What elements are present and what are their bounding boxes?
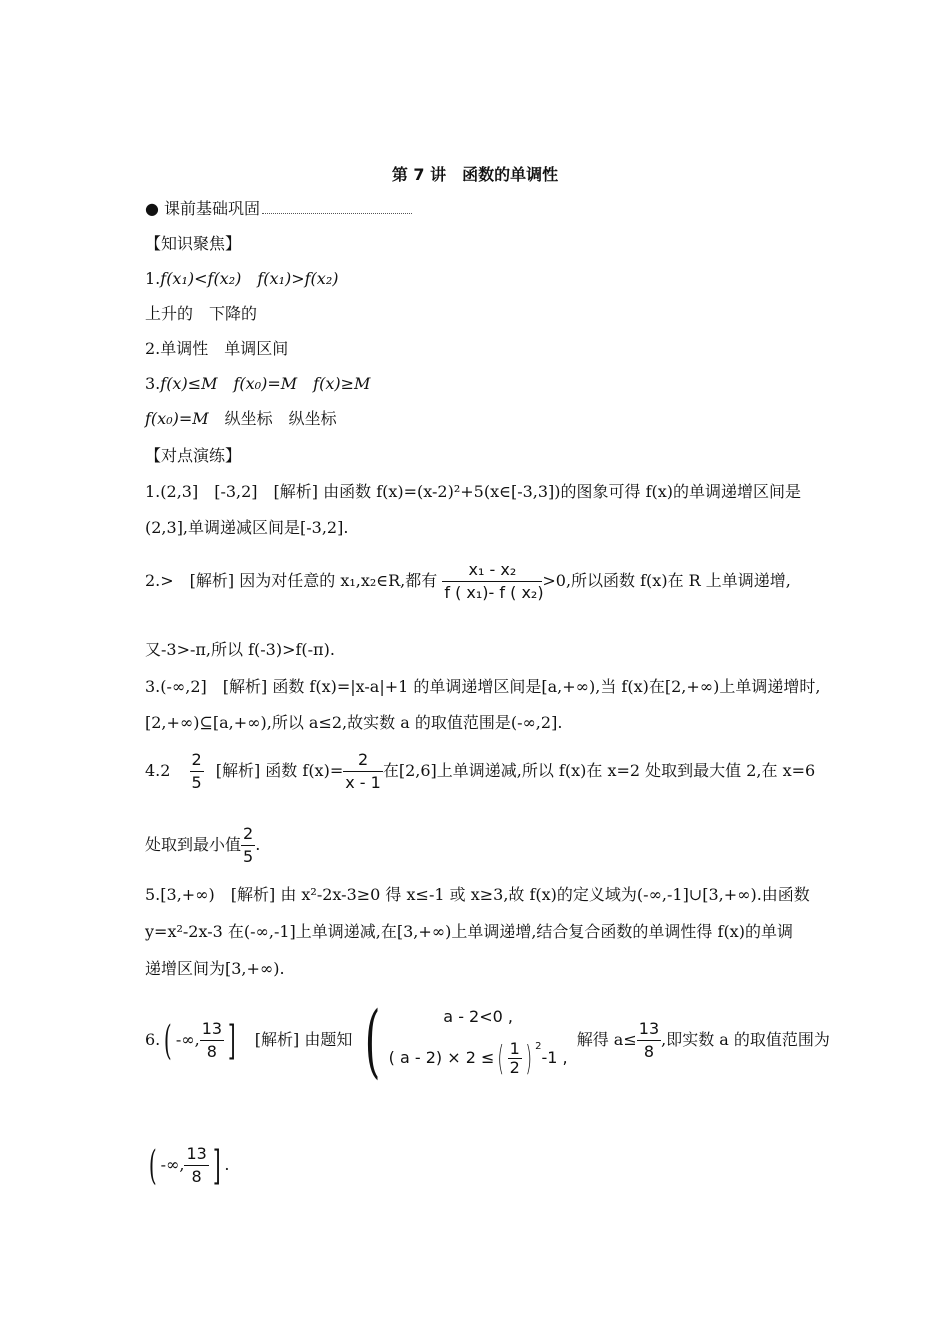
- answer-5-line-2: y=x²-2x-3 在(-∞,-1]上单调递减,在[3,+∞)上单调递增,结合复合函数的单调性得 f(x)的单调: [145, 922, 793, 941]
- numerator: x₁ - x₂: [442, 559, 542, 582]
- formula: f(x₀)=M: [145, 409, 209, 428]
- right-paren: ): [525, 1038, 532, 1079]
- text: 纵坐标 纵坐标: [224, 409, 337, 428]
- answer-1-line-1: 1.(2,3] [-3,2] [解析] 由函数 f(x)=(x-2)²+5(x∈[-3,3])的图象可得 f(x)的单调递增区间是: [145, 482, 802, 501]
- denominator: f ( x₁)- f ( x₂): [444, 583, 544, 602]
- text: .: [255, 835, 261, 854]
- knowledge-line-1: [145, 269, 338, 289]
- practice-heading: 【对点演练】: [145, 446, 242, 465]
- text: 处取到最小值: [145, 835, 242, 854]
- knowledge-line-3: 2.单调性 单调区间: [145, 339, 289, 358]
- knowledge-line-4: [145, 374, 370, 394]
- numerator: 13: [184, 1143, 208, 1166]
- fraction: [637, 1018, 661, 1063]
- text: -∞,: [160, 1155, 185, 1174]
- system-line-2: [389, 1032, 568, 1079]
- numerator: 2: [241, 823, 255, 846]
- system-line-1: a - 2<0 ,: [443, 1007, 513, 1027]
- text: [解析] 由题知: [254, 1030, 353, 1049]
- formula: f(x)≥M: [313, 374, 371, 393]
- numerator: 2: [343, 749, 383, 772]
- fraction: [442, 559, 542, 604]
- formula: f(x)≤M: [160, 374, 218, 393]
- fraction: [184, 1143, 208, 1188]
- text: .: [224, 1155, 230, 1174]
- fraction: [508, 1040, 522, 1077]
- right-bracket: ]: [227, 1017, 236, 1064]
- numerator: 1: [509, 1039, 520, 1059]
- item-number: 6.: [145, 1030, 161, 1049]
- denominator: 5: [191, 773, 202, 792]
- answer-4-line-2: [145, 822, 260, 868]
- fraction: [190, 749, 204, 794]
- text: ( a - 2) × 2 ≤: [388, 1048, 495, 1068]
- left-paren: (: [164, 1017, 172, 1064]
- answer-5-line-3: 递增区间为[3,+∞).: [145, 959, 285, 978]
- denominator: 8: [643, 1042, 655, 1061]
- denominator: x - 1: [345, 773, 381, 792]
- text: 解得 a≤: [576, 1030, 637, 1049]
- item-number: 3.: [145, 374, 161, 393]
- answer-5-line-1: 5.[3,+∞) [解析] 由 x²-2x-3≥0 得 x≤-1 或 x≥3,故 f(x)的定义域为(-∞,-1]∪[3,+∞).由函数: [145, 885, 810, 904]
- fraction: [200, 1018, 224, 1063]
- answer-2-line-1: [145, 558, 791, 604]
- equation-system: [389, 1002, 568, 1079]
- knowledge-line-5: [145, 409, 337, 429]
- left-paren: (: [148, 1142, 157, 1189]
- numerator: 2: [190, 749, 204, 772]
- answer-2-line-2: 又-3>-π,所以 f(-3)>f(-π).: [145, 640, 335, 659]
- section-heading: [145, 199, 412, 219]
- numerator: 13: [200, 1018, 224, 1041]
- knowledge-heading: 【知识聚焦】: [145, 234, 242, 253]
- text: [解析] 函数 f(x)=: [215, 761, 344, 780]
- right-bracket: ]: [212, 1142, 221, 1189]
- item-number: 4.2: [145, 761, 171, 780]
- left-brace: (: [365, 993, 381, 1087]
- answer-1-line-2: (2,3],单调递减区间是[-3,2].: [145, 518, 349, 537]
- text: -1 ,: [541, 1048, 568, 1068]
- fraction: [241, 823, 255, 868]
- denominator: 8: [191, 1167, 202, 1186]
- exponent: 2: [535, 1041, 542, 1053]
- text: >0,所以函数 f(x)在 R 上单调递增,: [542, 571, 791, 590]
- denominator: 2: [509, 1058, 520, 1078]
- text: 2.> [解析] 因为对任意的 x₁,x₂∈R,都有: [145, 571, 438, 590]
- section-label: ● 课前基础巩固: [145, 199, 261, 218]
- answer-6-line-2: [145, 1140, 230, 1190]
- formula: f(x₁)<f(x₂): [160, 269, 242, 288]
- denominator: 8: [206, 1042, 217, 1061]
- answer-4-line-1: [145, 748, 815, 794]
- text: ,即实数 a 的取值范围为: [661, 1030, 830, 1049]
- text: -∞,: [175, 1030, 200, 1049]
- answer-6-line-1: [145, 993, 830, 1087]
- answer-3-line-2: [2,+∞)⊆[a,+∞),所以 a≤2,故实数 a 的取值范围是(-∞,2].: [145, 713, 563, 732]
- formula: f(x₀)=M: [233, 374, 298, 393]
- numerator: 13: [637, 1018, 661, 1041]
- knowledge-line-2: 上升的 下降的: [145, 304, 258, 323]
- fraction: [343, 749, 383, 794]
- dotted-leader: [262, 201, 412, 214]
- formula: f(x₁)>f(x₂): [257, 269, 339, 288]
- left-paren: (: [497, 1038, 505, 1079]
- answer-3-line-1: 3.(-∞,2] [解析] 函数 f(x)=|x-a|+1 的单调递增区间是[a,+∞),当 f(x)在[2,+∞)上单调递增时,: [145, 677, 821, 696]
- item-number: 1.: [145, 269, 161, 288]
- denominator: 5: [243, 847, 254, 866]
- text: 在[2,6]上单调递减,所以 f(x)在 x=2 处取到最大值 2,在 x=6: [382, 761, 816, 780]
- page-title: 第 7 讲 函数的单调性: [391, 165, 559, 184]
